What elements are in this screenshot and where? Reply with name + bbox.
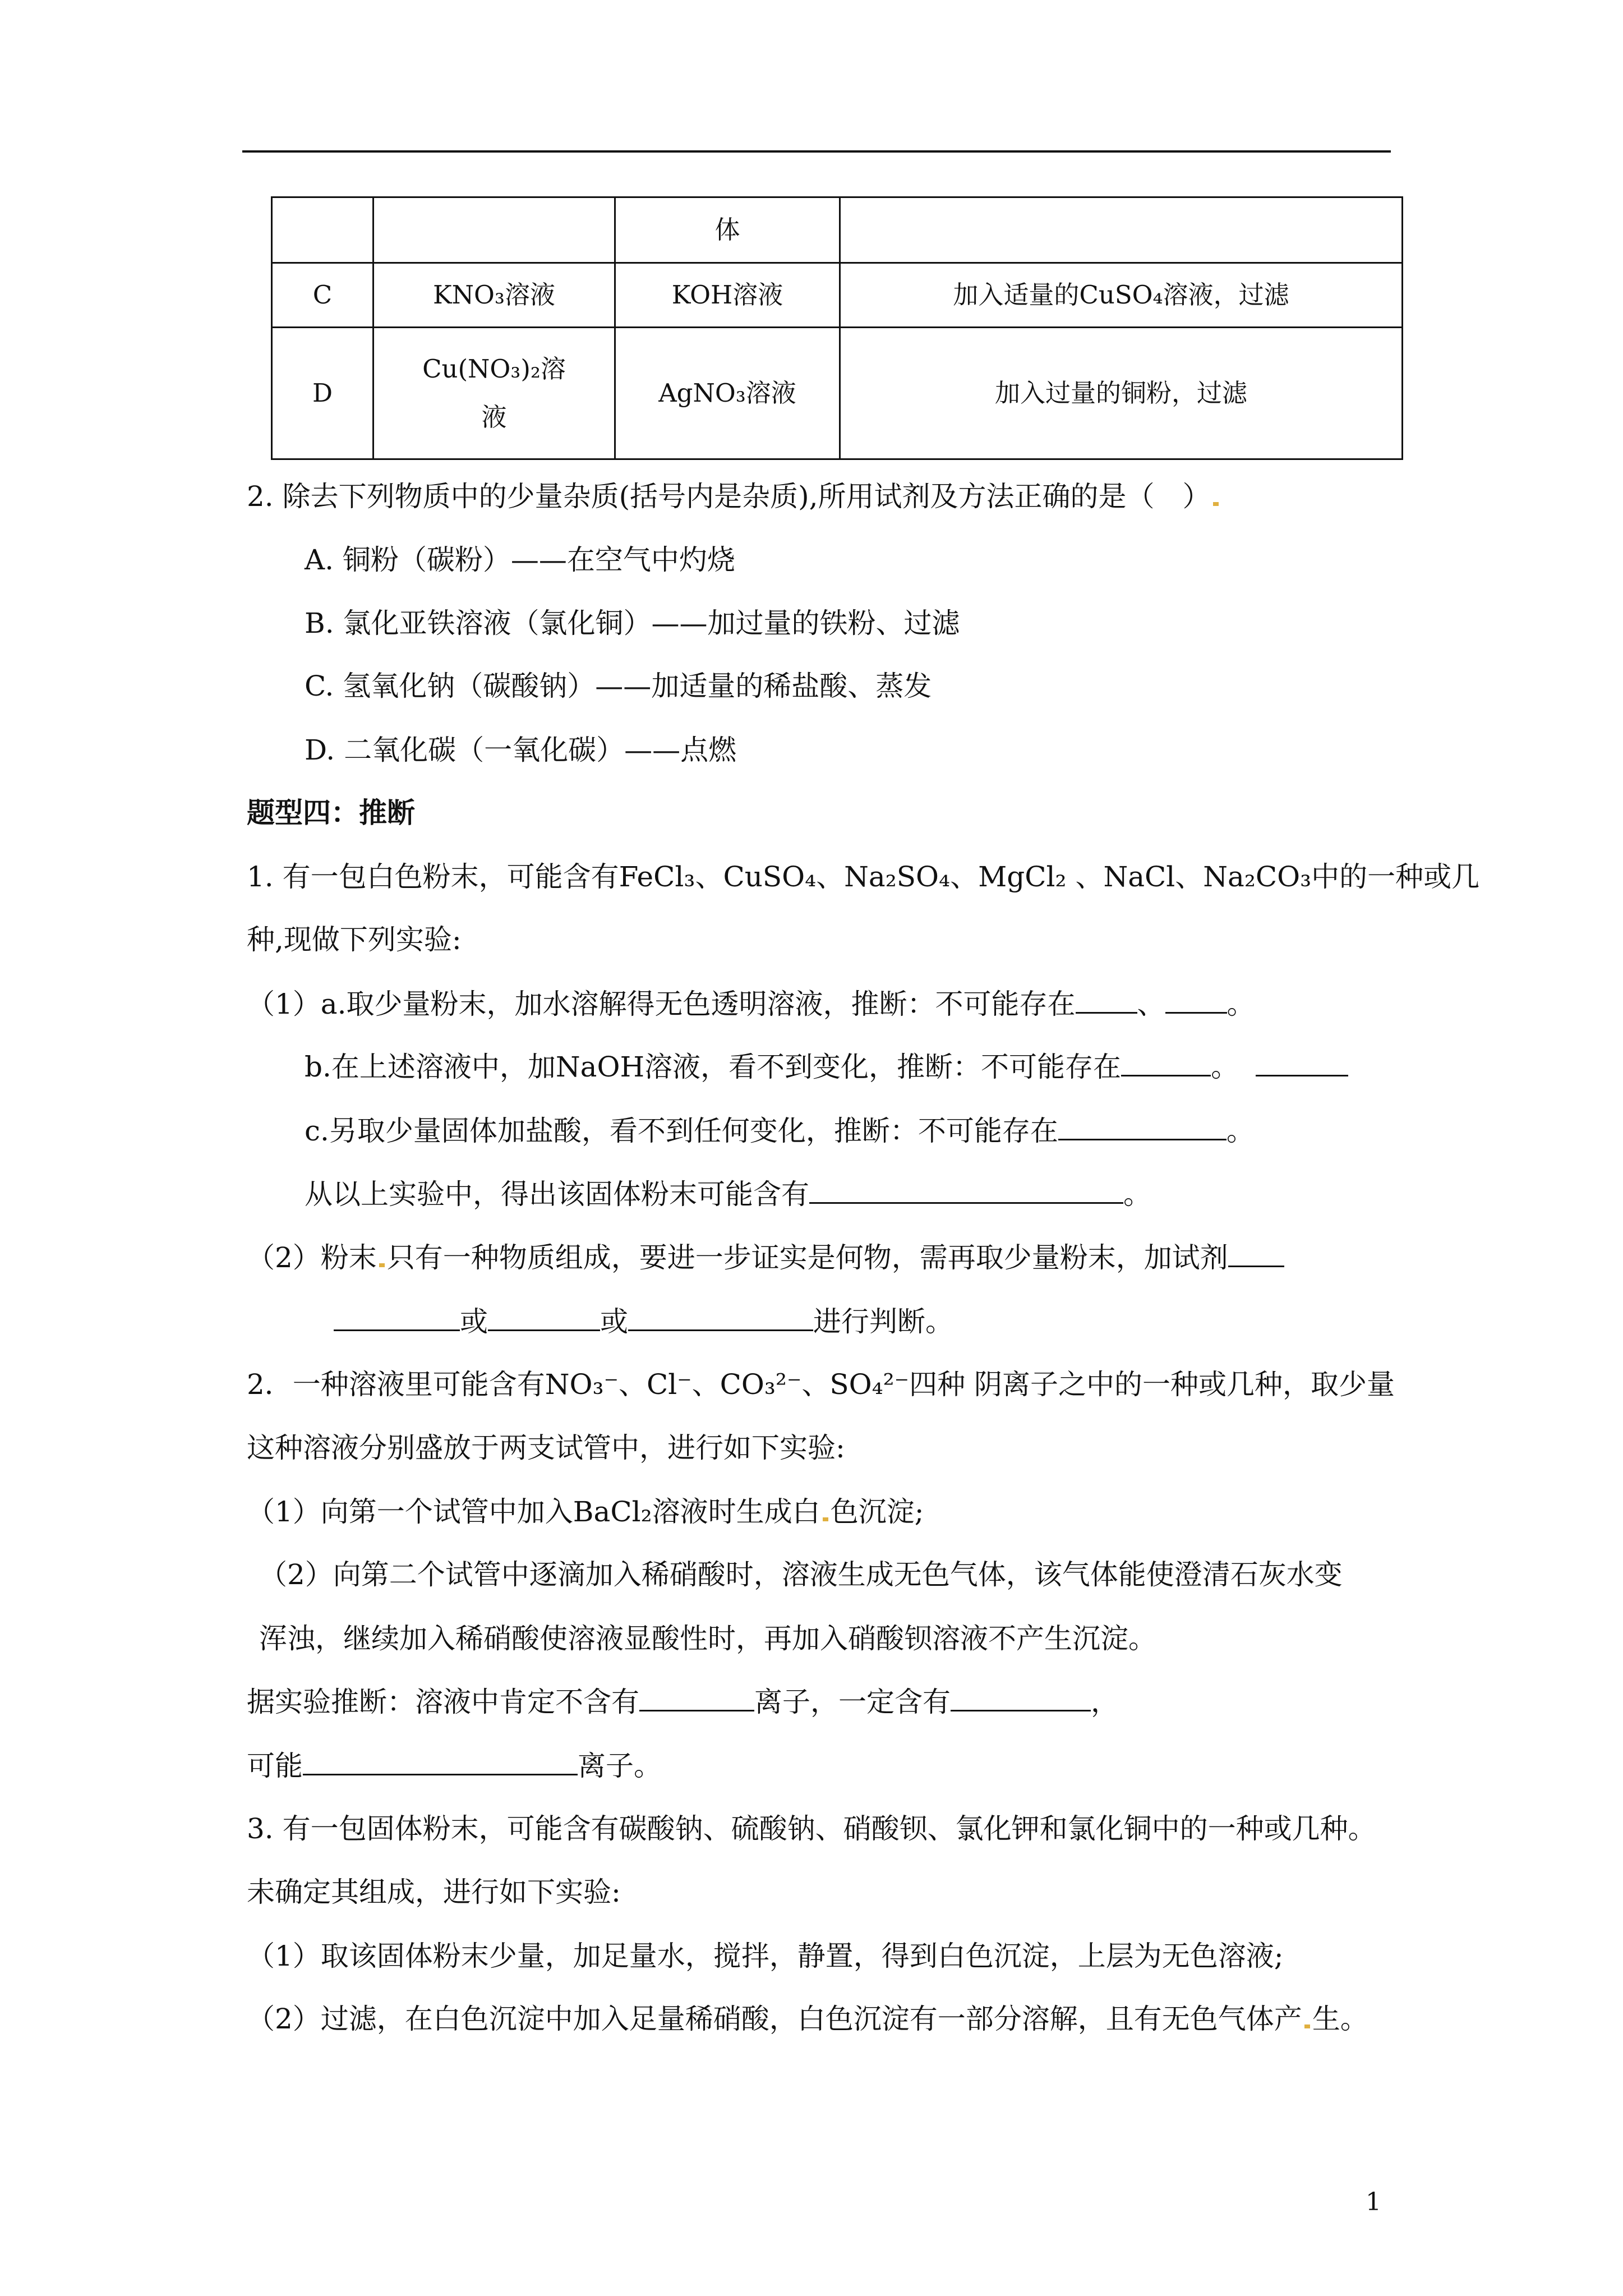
inference-1-stem: 1. 有一包白色粉末，可能含有FeCl₃、CuSO₄、Na₂SO₄、MgCl₂ 、NaCl、Na₂CO₃中的一种或几: [247, 861, 1480, 893]
inference-1-part-2-cont: [334, 1307, 953, 1336]
table-cell: 加入适量的CuSO₄溶液，过滤: [840, 263, 1403, 328]
step-text: 离子。: [578, 1750, 662, 1782]
question-text: 2. 除去下列物质中的少量杂质(括号内是杂质),所用试剂及方法正确的是（ ）: [247, 480, 1211, 513]
table-row: [272, 197, 1403, 263]
inference-3-stem: 3. 有一包固体粉末，可能含有碳酸钠、硫酸钠、硝酸钡、氯化钾和氯化铜中的一种或几种。: [247, 1812, 1376, 1845]
answer-blank[interactable]: [1228, 1243, 1284, 1267]
answer-blank[interactable]: [809, 1180, 1123, 1204]
period: 。: [1226, 1115, 1255, 1147]
answer-blank[interactable]: [334, 1307, 460, 1331]
answer-blank[interactable]: [1165, 990, 1227, 1014]
inference-2-stem: 2．一种溶液里可能含有NO₃⁻、Cl⁻、CO₃²⁻、SO₄²⁻四种 阴离子之中的一种或几种，取少量: [247, 1368, 1395, 1401]
inference-2-step-2-cont: 浑浊，继续加入稀硝酸使溶液显酸性时，再加入硝酸钡溶液不产生沉淀。: [259, 1622, 1156, 1655]
answer-blank[interactable]: [1076, 990, 1137, 1014]
section-title: 题型四：推断: [247, 796, 415, 829]
reagent-table: [271, 196, 1403, 460]
highlight-marker: [1213, 502, 1219, 506]
table-cell: D: [272, 328, 374, 459]
inference-1-stem-cont: 种,现做下列实验:: [247, 923, 462, 956]
table-cell: [272, 197, 374, 263]
option-c: C. 氢氧化钠（碳酸钠）——加适量的稀盐酸、蒸发: [305, 670, 932, 702]
answer-blank[interactable]: [488, 1307, 600, 1331]
table-cell: KOH溶液: [615, 263, 840, 328]
table-cell: AgNO₃溶液: [615, 328, 840, 459]
highlight-marker: [823, 1517, 828, 1521]
inference-1-step-b: [305, 1052, 1348, 1081]
step-text: 生。: [1312, 2003, 1368, 2035]
answer-blank[interactable]: [1256, 1052, 1348, 1076]
highlight-marker: [379, 1263, 385, 1267]
answer-blank[interactable]: [303, 1751, 578, 1775]
option-d: D. 二氧化碳（一氧化碳）——点燃: [305, 734, 737, 766]
inference-2-conclusion: [247, 1687, 1119, 1716]
inference-3-step-2: [247, 2005, 1368, 2033]
table-cell: KNO₃溶液: [374, 263, 615, 328]
question-stem: [247, 480, 1221, 513]
answer-blank[interactable]: [628, 1307, 813, 1331]
table-row: [272, 328, 1403, 459]
step-text: 可能: [247, 1750, 303, 1782]
answer-blank[interactable]: [1058, 1116, 1227, 1140]
or-text: 或: [460, 1305, 488, 1338]
separator: ，: [1091, 1686, 1119, 1718]
inference-3-stem-cont: 未确定其组成，进行如下实验:: [247, 1876, 621, 1908]
step-text: （2）粉末: [247, 1241, 377, 1274]
table-cell: [374, 197, 615, 263]
inference-1-conclusion: [305, 1178, 1151, 1211]
period: 。: [1123, 1178, 1151, 1211]
option-b: B. 氯化亚铁溶液（氯化铜）——加过量的铁粉、过滤: [305, 607, 960, 639]
cell-text-line: Cu(NO₃)₂溶: [422, 354, 566, 384]
table-cell: [374, 328, 615, 459]
table-row: [272, 263, 1403, 328]
table-cell: C: [272, 263, 374, 328]
inference-2-conclusion-cont: [247, 1751, 662, 1780]
table-cell: [840, 197, 1403, 263]
separator: 、: [1137, 988, 1165, 1020]
period: 。: [1211, 1051, 1239, 1083]
page-number: 1: [1366, 2188, 1381, 2216]
step-text: （1）a.取少量粉末，加水溶解得无色透明溶液，推断：不可能存在: [247, 988, 1076, 1020]
answer-blank[interactable]: [639, 1687, 754, 1711]
inference-1-part-2: [247, 1243, 1284, 1272]
step-text: 进行判断。: [813, 1305, 953, 1338]
highlight-marker: [1304, 2024, 1310, 2028]
step-text: 据实验推断：溶液中肯定不含有: [247, 1686, 639, 1718]
inference-1-step-a: [247, 990, 1255, 1018]
answer-blank[interactable]: [951, 1687, 1091, 1711]
inference-2-stem-cont: 这种溶液分别盛放于两支试管中，进行如下实验:: [247, 1432, 845, 1464]
inference-2-step-2: （2）向第二个试管中逐滴加入稀硝酸时，溶液生成无色气体，该气体能使澄清石灰水变: [259, 1558, 1343, 1591]
step-text: c.另取少量固体加盐酸，看不到任何变化，推断：不可能存在: [305, 1115, 1058, 1147]
step-text: 从以上实验中，得出该固体粉末可能含有: [305, 1178, 809, 1211]
inference-2-step-1: [247, 1498, 924, 1526]
table-cell: 加入过量的铜粉，过滤: [840, 328, 1403, 459]
step-text: 只有一种物质组成，要进一步证实是何物，需再取少量粉末，加试剂: [386, 1241, 1228, 1274]
table-cell: 体: [615, 197, 840, 263]
inference-1-step-c: [305, 1116, 1255, 1145]
header-rule: [242, 150, 1391, 153]
step-text: b.在上述溶液中，加NaOH溶液，看不到变化，推断：不可能存在: [305, 1051, 1122, 1083]
inference-3-step-1: （1）取该固体粉末少量，加足量水，搅拌，静置，得到白色沉淀，上层为无色溶液;: [247, 1940, 1284, 1972]
step-text: （1）向第一个试管中加入BaCl₂溶液时生成白: [247, 1496, 820, 1528]
step-text: （2）过滤，在白色沉淀中加入足量稀硝酸，白色沉淀有一部分溶解，且有无色气体产: [247, 2003, 1302, 2035]
period: 。: [1227, 988, 1255, 1020]
cell-text-line: 液: [481, 402, 507, 432]
step-text: 色沉淀;: [830, 1496, 924, 1528]
or-text: 或: [600, 1305, 628, 1338]
option-a: A. 铜粉（碳粉）——在空气中灼烧: [305, 544, 735, 576]
answer-blank[interactable]: [1121, 1052, 1211, 1076]
step-text: 离子，一定含有: [754, 1686, 951, 1718]
